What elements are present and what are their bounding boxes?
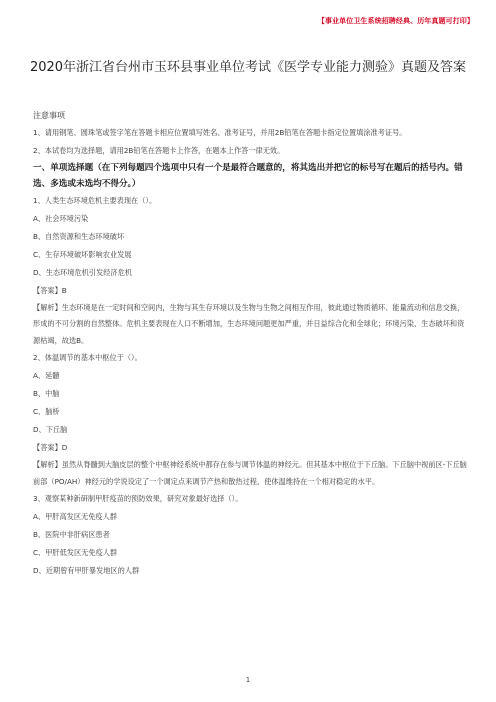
header-banner: 【事业单位卫生系统招聘经典、历年真题可打印】 <box>317 17 474 25</box>
page-title: 2020年浙江省台州市玉环县事业单位考试《医学专业能力测验》真题及答案 <box>29 60 467 75</box>
option-a: A、社会环境污染 <box>33 213 89 223</box>
option-d: D、近期曾有甲肝暴发地区的人群 <box>33 566 140 575</box>
answer-label: 【答案】B <box>33 285 67 295</box>
notice-item-1: 1、请用钢笔、圆珠笔或签字笔在答题卡相应位置填写姓名、准考证号，并用2B铅笔在答题卡指定位置填涂准考证号。 <box>33 128 407 137</box>
option-b: B、中脑 <box>33 389 60 398</box>
document-body <box>33 107 468 580</box>
notice-item-2: 2、本试卷均为选择题，请用2B铅笔在答题卡上作答，在题本上作答一律无效。 <box>33 145 285 155</box>
question-stem: 3、观察某种新研制甲肝疫苗的预防效果，研究对象最好选择（）。 <box>33 494 243 503</box>
option-d: D、下丘脑 <box>33 425 68 434</box>
question-stem: 2、体温调节的基本中枢位于（）。 <box>33 353 142 362</box>
page-number: 1 <box>245 676 251 684</box>
option-a: A、甲肝高发区无免疫人群 <box>33 512 117 521</box>
answer-label: 【答案】D <box>33 443 68 452</box>
option-b: B、医院中非肝病区患者 <box>33 530 110 539</box>
option-a: A、延髓 <box>33 371 60 380</box>
question-stem: 1、人类生态环境危机主要表现在（）。 <box>33 195 157 205</box>
option-c: C、脑桥 <box>33 407 60 416</box>
analysis-text: 【解析】生态环境是在一定时间和空间内，生物与其生存环境以及生物与生物之间相互作用，彼此通过物质循环、能量流动和信息交换，形成的不可分割的自然整体。危机主要表现在人口不断增加，生态环境问题更加严重，并日益综合化和全球化；环境污染、生态破坏和资源枯竭，故选B。 <box>33 302 465 345</box>
option-d: D、生态环境危机引发经济危机 <box>33 267 132 277</box>
option-b: B、自然资源和生态环境破坏 <box>33 231 125 241</box>
option-c: C、生存环境破坏影响农业发展 <box>33 249 132 259</box>
option-c: C、甲肝低发区无免疫人群 <box>33 548 118 557</box>
analysis-text: 【解析】虽然从脊髓到大脑皮层的整个中枢神经系统中都存在参与调节体温的神经元。但其基本中枢位于下丘脑。下丘脑中视前区-下丘脑前部（PO/AH）神经元的学说设定了一个调定点来调节产热和散热过程，使体温维持在一个相对稳定的水平。 <box>33 460 467 486</box>
section-heading: 一、单项选择题（在下列每题四个选项中只有一个是最符合题意的，将其选出并把它的标号写在题后的括号内。错选、多选或未选均不得分。） <box>33 162 463 189</box>
notice-heading: 注意事项 <box>33 111 65 120</box>
